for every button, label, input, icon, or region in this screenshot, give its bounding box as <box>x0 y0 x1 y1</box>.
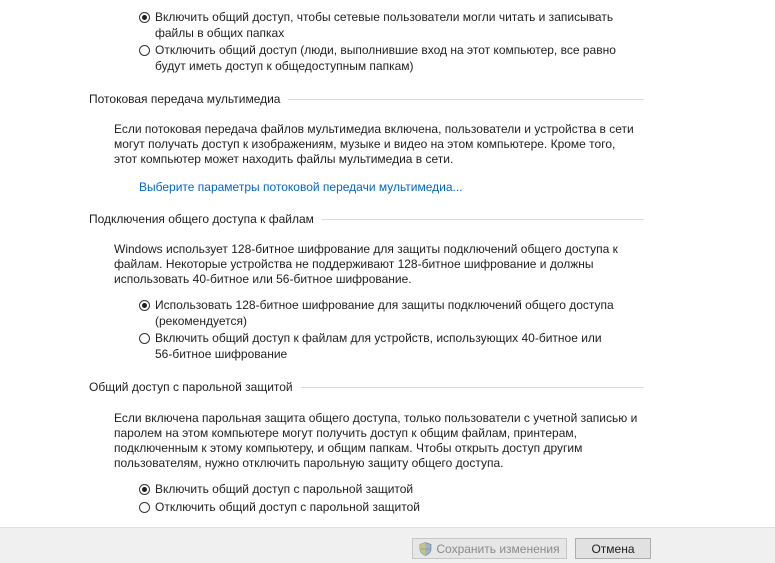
radio-button-checked[interactable] <box>139 300 150 311</box>
radio-label: Отключить общий доступ с парольной защитой <box>155 500 420 514</box>
radio-button-checked[interactable] <box>139 484 150 495</box>
public-sharing-off-option[interactable] <box>139 42 639 74</box>
radio-button[interactable] <box>139 45 150 56</box>
radio-label: Включить общий доступ, чтобы сетевые пользователи могли читать и записывать файлы в общих папках <box>155 10 614 40</box>
section-divider <box>288 99 644 100</box>
radio-button-checked[interactable] <box>139 12 150 23</box>
section-title: Общий доступ с парольной защитой <box>89 380 293 394</box>
section-title: Подключения общего доступа к файлам <box>89 212 314 226</box>
cancel-button[interactable]: Отмена <box>575 538 651 559</box>
file-sharing-description: Windows использует 128-битное шифрование для защиты подключений общего доступа к файлам. Некоторые устройства не поддерживают 128-битное шифрование и должны использовать 40-битное или 56-битное шифрование. <box>114 242 618 286</box>
radio-label: Отключить общий доступ (люди, выполнившие вход на этот компьютер, все равно будут иметь доступ к общедоступным папкам) <box>155 43 616 73</box>
password-protection-off-option[interactable] <box>139 499 639 515</box>
public-sharing-on-option[interactable] <box>139 9 639 41</box>
dialog-footer <box>0 527 775 563</box>
radio-button[interactable] <box>139 502 150 513</box>
save-changes-button[interactable] <box>412 538 567 559</box>
radio-label: Включить общий доступ с парольной защитой <box>155 482 414 496</box>
radio-button[interactable] <box>139 333 150 344</box>
encryption-40-56-option[interactable] <box>139 330 639 362</box>
file-sharing-header <box>89 211 644 227</box>
password-protection-description: Если включена парольная защита общего доступа, только пользователи с учетной записью и паролем на этом компьютере могут получить доступ к общим файлам, принтерам, подключенным к этому компьютеру, и общим папкам. Чтобы открыть доступ другим пользователям, нужно отключить парольную защиту общего доступа. <box>114 411 638 470</box>
uac-shield-icon <box>419 542 432 556</box>
radio-label: Включить общий доступ к файлам для устройств, использующих 40-битное или 56-битное шифрование <box>155 331 602 361</box>
section-title: Потоковая передача мультимедиа <box>89 92 281 106</box>
media-streaming-header <box>89 91 644 107</box>
media-streaming-options-link[interactable]: Выберите параметры потоковой передачи мультимедиа... <box>139 180 463 194</box>
radio-label: Использовать 128-битное шифрование для защиты подключений общего доступа (рекомендуется) <box>155 298 614 328</box>
password-protection-header <box>89 379 644 395</box>
encryption-128-option[interactable] <box>139 297 639 329</box>
section-divider <box>301 387 644 388</box>
save-button-label: Сохранить изменения <box>436 541 560 556</box>
media-streaming-description: Если потоковая передача файлов мультимедиа включена, пользователи и устройства в сети могут получать доступ к изображениям, музыке и видео на этом компьютере. Кроме того, этот компьютер может находить файлы мультимедиа в сети. <box>114 122 634 166</box>
section-divider <box>322 219 644 220</box>
password-protection-on-option[interactable] <box>139 481 639 497</box>
